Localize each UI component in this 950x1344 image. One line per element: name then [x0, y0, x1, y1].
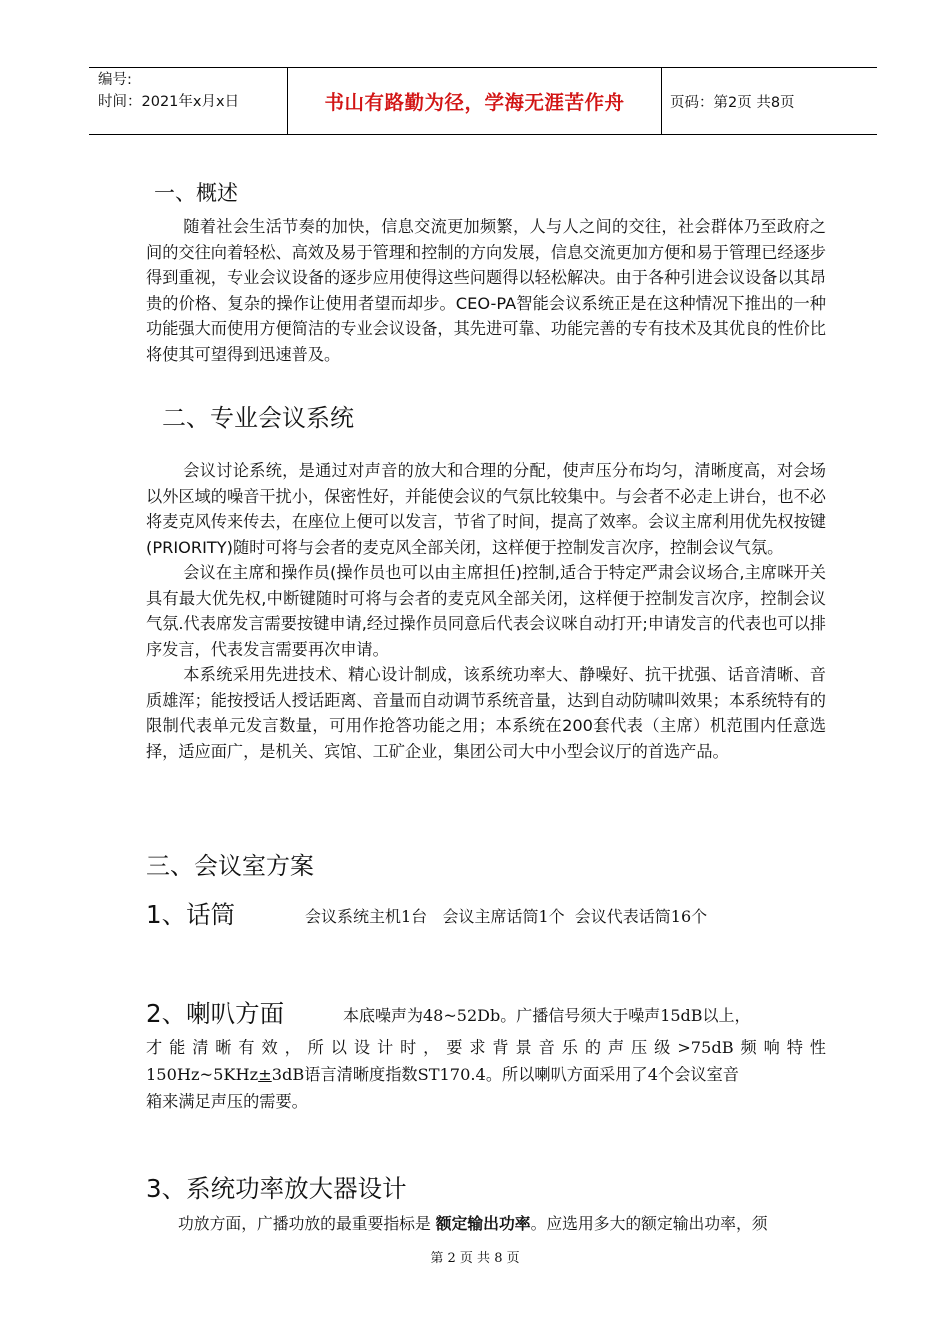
section-3-title: 三、会议室方案	[146, 852, 314, 880]
subsection-2-line-3-rest: 3dB语言清晰度指数ST170.4。所以喇叭方面采用了4个会议室音	[271, 1065, 739, 1084]
frequency-range: 150Hz~5KHz	[146, 1065, 259, 1084]
header-motto: 书山有路勤为径，学海无涯苦作舟	[324, 91, 625, 114]
section-2-title: 二、专业会议系统	[162, 404, 354, 432]
subsection-3-title: 3、系统功率放大器设计	[146, 1174, 407, 1203]
plus-minus-sign: ±	[258, 1065, 272, 1084]
subsection-1-title: 1、话筒	[146, 900, 236, 929]
subsection-2-title: 2、喇叭方面	[146, 999, 285, 1028]
page-footer: 第 2 页 共 8 页	[430, 1251, 520, 1266]
section-2-paragraph-2: 会议在主席和操作员(操作员也可以由主席担任)控制,适合于特定严肃会议场合,主席咪开关具有最大优先权,中断键随时可将与会者的麦克风全部关闭，这样便于控制发言次序，控制会议气氛.代表席发言需要按键申请,经过操作员同意后代表会议咪自动打开;申请发言的代表也可以排序发言，代表发言需要再次申请。	[146, 563, 826, 659]
subsection-3-body	[178, 1211, 826, 1237]
document-time-label: 时间：2021年x月x日	[98, 94, 240, 110]
page-header	[89, 67, 877, 135]
header-page-cell	[662, 68, 877, 134]
subsection-2-body	[146, 1034, 826, 1115]
section-1-body	[146, 214, 826, 367]
subsection-2-line-3	[146, 1061, 826, 1088]
section-1-paragraph: 随着社会生活节奏的加快，信息交流更加频繁，人与人之间的交往，社会群体乃至政府之间的交往向着轻松、高效及易于管理和控制的方向发展，信息交流更加方便和易于管理已经逐步得到重视，专业会议设备的逐步应用使得这些问题得以轻松解决。由于各种引进会议设备以其昂贵的价格、复杂的操作让使用者望而却步。CEO-PA智能会议系统正是在这种情况下推出的一种功能强大而使用方便简洁的专业会议设备，其先进可靠、功能完善的专有技术及其优良的性价比将使其可望得到迅速普及。	[146, 217, 826, 364]
header-motto-cell	[288, 68, 662, 134]
subsection-1-text: 会议系统主机1台 会议主席话筒1个 会议代表话筒16个	[305, 907, 708, 926]
subsection-3-text-pre: 功放方面，广播功放的最重要指标是	[178, 1214, 436, 1233]
subsection-2-line-4: 箱来满足声压的需要。	[146, 1092, 308, 1111]
subsection-2-line-2: 才能清晰有效，所以设计时，要求背景音乐的声压级>75dB频响特性	[146, 1038, 826, 1057]
section-2-paragraph-3: 本系统采用先进技术、精心设计制成，该系统功率大、静噪好、抗干扰强、话音清晰、音质雄浑；能按授话人授话距离、音量而自动调节系统音量，达到自动防啸叫效果；本系统特有的限制代表单元发言数量，可用作抢答功能之用；本系统在200套代表（主席）机范围内任意选择，适应面广，是机关、宾馆、工矿企业，集团公司大中小型会议厅的首选产品。	[146, 665, 826, 761]
section-1-title: 一、概述	[154, 181, 238, 205]
subsection-3-text-post: 。应选用多大的额定输出功率，须	[530, 1214, 768, 1233]
subsection-2-first-line: 本底噪声为48~52Db。广播信号须大于噪声15dB以上，	[343, 1006, 751, 1025]
section-2-paragraph-1: 会议讨论系统，是通过对声音的放大和合理的分配，使声压分布均匀，清晰度高，对会场以外区域的噪音干扰小，保密性好，并能使会议的气氛比较集中。与会者不必走上讲台，也不必将麦克风传来传去，在座位上便可以发言，节省了时间，提高了效率。会议主席利用优先权按键(PRIORITY)随时可将与会者的麦克风全部关闭，这样便于控制发言次序，控制会议气氛。	[146, 461, 826, 557]
header-left-cell	[89, 68, 288, 134]
document-number-label: 编号:	[98, 72, 132, 88]
section-2-body	[146, 458, 826, 764]
subsection-3-bold-term: 额定输出功率	[435, 1214, 531, 1233]
header-page-label: 页码：第2页 共8页	[670, 94, 795, 111]
